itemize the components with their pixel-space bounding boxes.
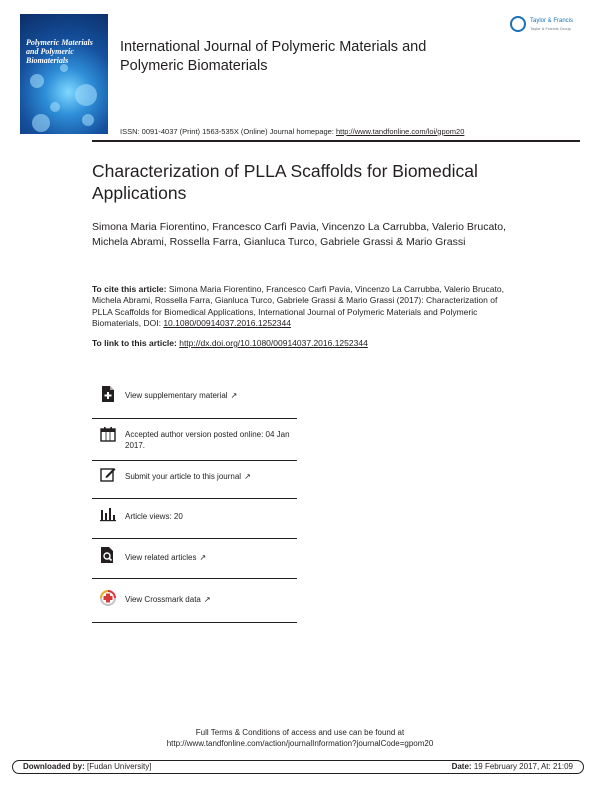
terms-footer bbox=[0, 727, 600, 749]
publisher-logo[interactable] bbox=[510, 16, 586, 38]
citation-label: To cite this article: bbox=[92, 284, 167, 294]
crossmark-link[interactable]: View Crossmark data ↗ bbox=[125, 595, 211, 604]
external-link-icon: ↗ bbox=[244, 472, 251, 481]
publisher-logo-subtext: Taylor & Francis Group bbox=[530, 26, 571, 31]
submit-article-item[interactable] bbox=[92, 460, 297, 499]
link-label: To link to this article: bbox=[92, 338, 180, 348]
article-views-text: Article views: 20 bbox=[125, 512, 183, 521]
related-articles-item[interactable] bbox=[92, 538, 297, 579]
issn-text: ISSN: 0091-4037 (Print) 1563-535X (Online) Journal homepage: bbox=[120, 127, 336, 136]
article-views-item bbox=[92, 498, 297, 539]
terms-line-1: Full Terms & Conditions of access and use can be found at bbox=[195, 728, 405, 737]
article-doi-link[interactable]: http://dx.doi.org/10.1080/00914037.2016.1252344 bbox=[179, 338, 368, 348]
citation-text: Simona Maria Fiorentino, Francesco Carfì Pavia, Vincenzo La Carrubba, Valerio Brucato, Michela Abrami, Rossella Farra, Gianluca Turco, Gabriele Grassi & Mario Grassi (2017): Characterization of PLLA Scaffolds for Biomedical Applications, International Journal of Polymeric Materials and Polymeric Biomaterials, DOI: bbox=[92, 284, 504, 329]
header-divider bbox=[92, 140, 580, 142]
supplementary-material-item[interactable] bbox=[92, 380, 297, 419]
article-title: Characterization of PLLA Scaffolds for Biomedical Applications bbox=[92, 161, 478, 203]
external-link-icon: ↗ bbox=[199, 553, 207, 562]
article-authors: Simona Maria Fiorentino, Francesco Carfì Pavia, Vincenzo La Carrubba, Valerio Brucato, Michela Abrami, Rossella Farra, Gianluca Turco, Gabriele Grassi & Mario Grassi bbox=[92, 221, 506, 248]
citation-doi-link[interactable]: 10.1080/00914037.2016.1252344 bbox=[163, 318, 291, 329]
publisher-logo-text: Taylor & Francis bbox=[530, 18, 574, 24]
journal-homepage-link[interactable]: http://www.tandfonline.com/loi/gpom20 bbox=[335, 127, 465, 136]
download-date: Date: 19 February 2017, At: 21:09 bbox=[451, 762, 573, 771]
publisher-logo-icon bbox=[510, 16, 526, 32]
crossmark-icon bbox=[100, 590, 116, 606]
cover-title: Polymeric Materials and Polymeric Biomaterials bbox=[26, 38, 93, 65]
document-search-icon bbox=[100, 547, 116, 563]
issn-line bbox=[120, 127, 560, 136]
accepted-version-item bbox=[92, 418, 297, 461]
bar-chart-icon bbox=[100, 506, 116, 522]
document-plus-icon bbox=[100, 386, 116, 402]
submit-article-link[interactable]: Submit your article to this journal ↗ bbox=[125, 472, 251, 481]
terms-link[interactable]: http://www.tandfonline.com/action/journalInformation?journalCode=gpom20 bbox=[166, 739, 434, 748]
external-link-icon: ↗ bbox=[230, 391, 238, 400]
supplementary-material-link[interactable]: View supplementary material ↗ bbox=[125, 391, 238, 400]
accepted-version-text: Accepted author version posted online: 04 Jan 2017. bbox=[125, 430, 290, 450]
citation bbox=[92, 284, 512, 330]
external-link-icon: ↗ bbox=[203, 595, 211, 604]
journal-title: International Journal of Polymeric Materials and Polymeric Biomaterials bbox=[120, 39, 427, 74]
crossmark-item[interactable] bbox=[92, 578, 297, 623]
related-articles-link[interactable]: View related articles ↗ bbox=[125, 553, 207, 562]
calendar-icon bbox=[100, 426, 116, 442]
journal-cover-image bbox=[20, 14, 108, 134]
downloaded-by: Downloaded by: [Fudan University] bbox=[23, 762, 152, 771]
download-info-bar bbox=[12, 760, 584, 774]
article-link-line bbox=[92, 338, 512, 348]
pencil-edit-icon bbox=[100, 466, 116, 482]
